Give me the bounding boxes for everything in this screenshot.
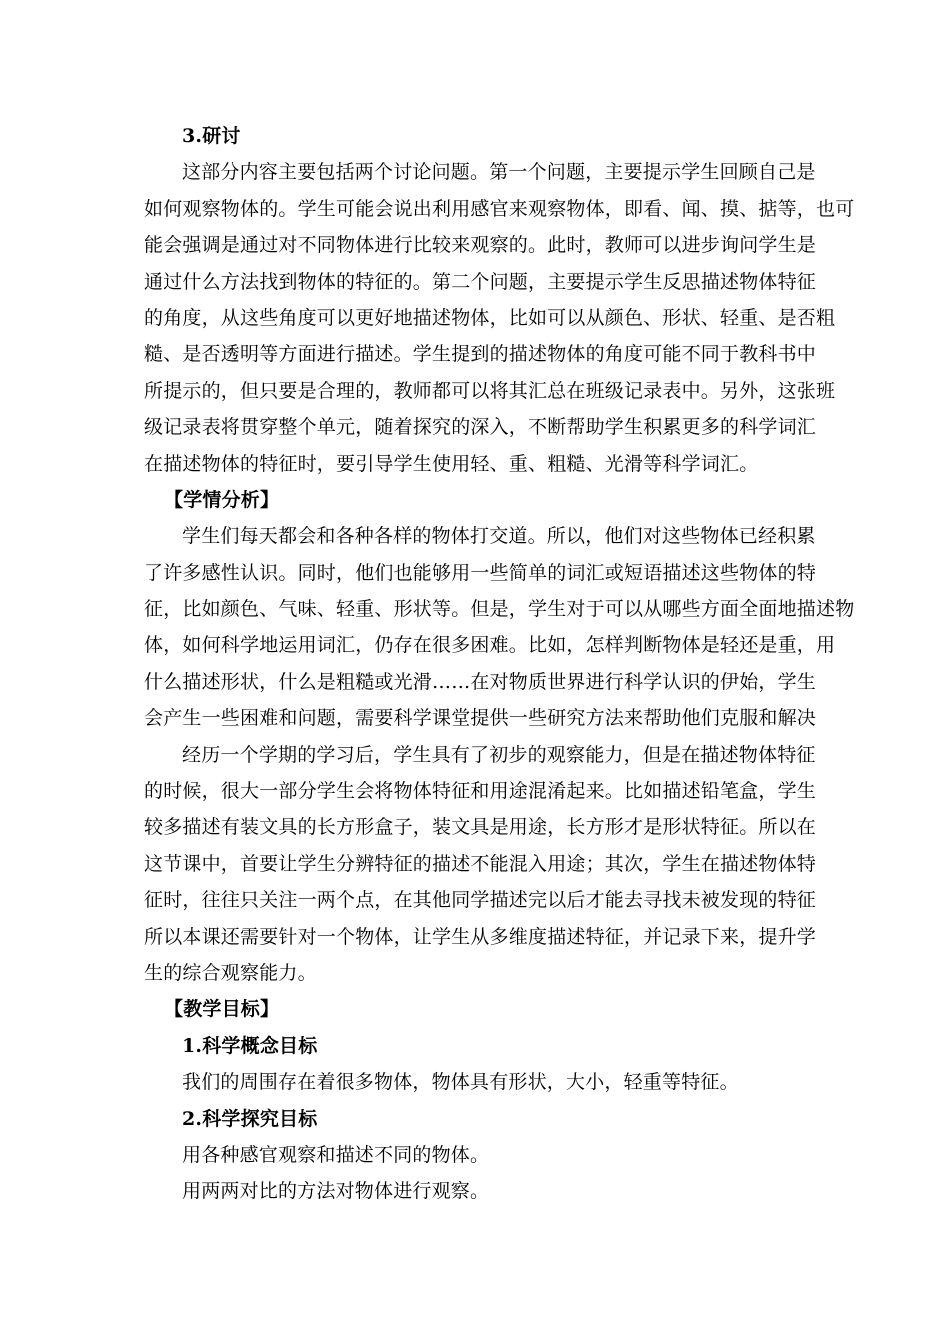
section-heading-objectives: 【教学目标】 — [164, 998, 280, 1021]
paragraph-line: 什么描述形状，什么是粗糙或光滑……在对物质世界进行科学认识的伊始，学生 — [144, 670, 817, 693]
document-page — [144, 118, 855, 1210]
paragraph-line: 如何观察物体的。学生可能会说出利用感官来观察物体，即看、闻、摸、掂等，也可 — [144, 197, 855, 220]
subheading-concept: 1.科学概念目标 — [182, 1034, 318, 1057]
section-heading-discussion: 3.研讨 — [182, 125, 241, 147]
paragraph-line: 这部分内容主要包括两个讨论问题。第一个问题，主要提示学生回顾自己是 — [182, 161, 816, 184]
concept-text: 我们的周围存在着很多物体，物体具有形状，大小，轻重等特征。 — [182, 1071, 739, 1094]
inquiry-line: 用各种感官观察和描述不同的物体。 — [182, 1143, 490, 1166]
paragraph-line: 通过什么方法找到物体的特征的。第二个问题，主要提示学生反思描述物体特征 — [144, 270, 817, 293]
paragraph-line: 能会强调是通过对不同物体进行比较来观察的。此时，教师可以进步询问学生是 — [144, 234, 817, 257]
paragraph-line: 的角度，从这些角度可以更好地描述物体，比如可以从颜色、形状、轻重、是否粗 — [144, 306, 836, 329]
paragraph-line: 所以本课还需要针对一个物体，让学生从多维度描述特征，并记录下来，提升学 — [144, 925, 817, 948]
subheading-inquiry: 2.科学探究目标 — [182, 1107, 318, 1130]
paragraph-line: 所提示的，但只要是合理的，教师都可以将其汇总在班级记录表中。另外，这张班 — [144, 379, 836, 402]
paragraph-line: 较多描述有装文具的长方形盒子，装文具是用途，长方形才是形状特征。所以在 — [144, 816, 817, 839]
section-heading-analysis: 【学情分析】 — [164, 488, 280, 511]
paragraph-line: 生的综合观察能力。 — [144, 961, 317, 984]
paragraph-line: 在描述物体的特征时，要引导学生使用轻、重、粗糙、光滑等科学词汇。 — [144, 452, 759, 475]
paragraph-line: 体，如何科学地运用词汇，仍存在很多困难。比如，怎样判断物体是轻还是重，用 — [144, 634, 836, 657]
paragraph-line: 学生们每天都会和各种各样的物体打交道。所以，他们对这些物体已经积累 — [182, 525, 816, 548]
inquiry-line: 用两两对比的方法对物体进行观察。 — [182, 1180, 490, 1203]
paragraph-line: 级记录表将贯穿整个单元，随着探究的深入，不断帮助学生积累更多的科学词汇 — [144, 416, 817, 439]
paragraph-line: 征，比如颜色、气味、轻重、形状等。但是，学生对于可以从哪些方面全面地描述物 — [144, 598, 855, 621]
paragraph-line: 糙、是否透明等方面进行描述。学生提到的描述物体的角度可能不同于教科书中 — [144, 343, 817, 366]
paragraph-line: 会产生一些困难和问题，需要科学课堂提供一些研究方法来帮助他们克服和解决 — [144, 707, 817, 730]
paragraph-line: 的时候，很大一部分学生会将物体特征和用途混淆起来。比如描述铅笔盒，学生 — [144, 780, 817, 803]
paragraph-line: 经历一个学期的学习后，学生具有了初步的观察能力，但是在描述物体特征 — [182, 743, 816, 766]
paragraph-line: 征时，往往只关注一两个点，在其他同学描述完以后才能去寻找未被发现的特征 — [144, 889, 817, 912]
paragraph-line: 这节课中，首要让学生分辨特征的描述不能混入用途；其次，学生在描述物体特 — [144, 852, 817, 875]
paragraph-line: 了许多感性认识。同时，他们也能够用一些简单的词汇或短语描述这些物体的特 — [144, 561, 817, 584]
